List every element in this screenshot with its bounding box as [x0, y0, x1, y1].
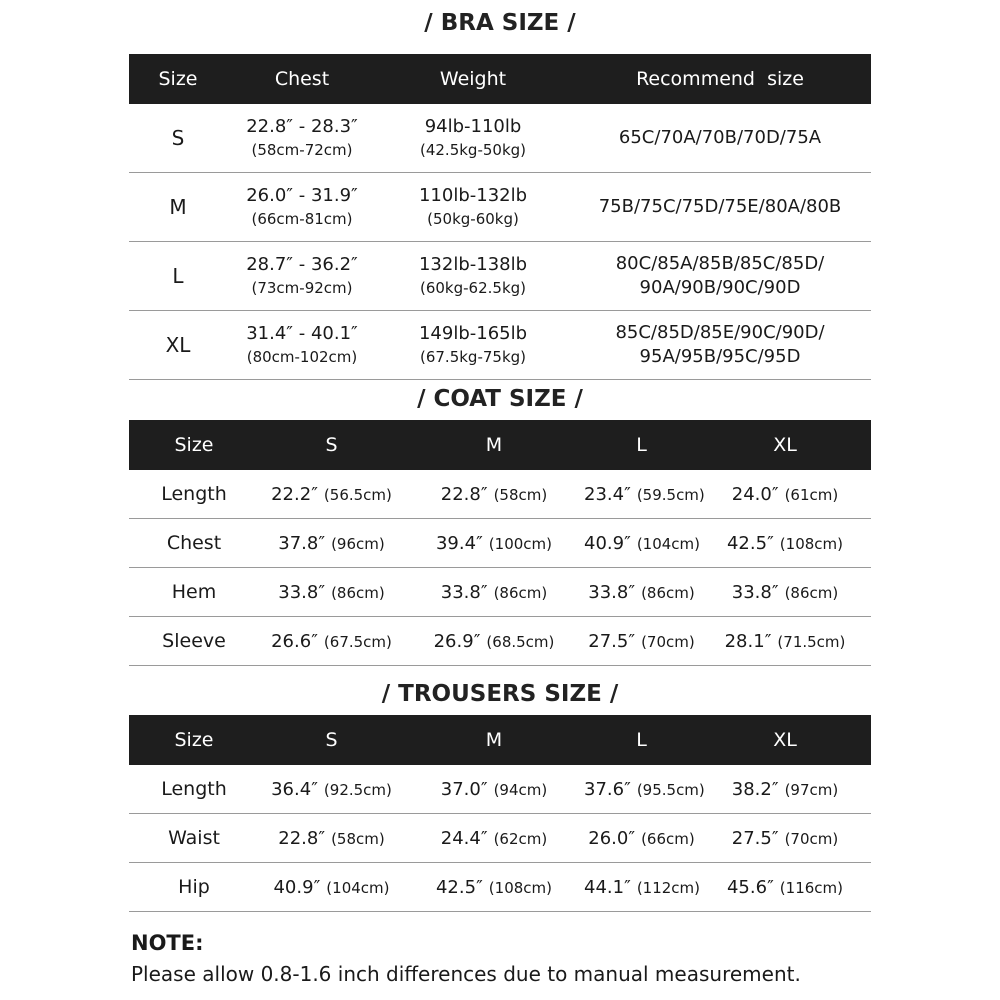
header-s: S [325, 729, 338, 751]
chest-cm: (58cm-72cm) [251, 141, 353, 159]
table-row [129, 311, 871, 380]
row-label: Hip [178, 876, 210, 898]
row-label: Sleeve [162, 630, 226, 652]
measure-cell [259, 484, 404, 505]
measure-cell [699, 779, 871, 800]
measure-inches: 24.0″ [731, 483, 779, 505]
measure-cell [584, 877, 699, 898]
weight-kg: (50kg-60kg) [427, 210, 519, 228]
measure-cm: (71.5cm) [777, 632, 846, 651]
measure-cm: (56.5cm) [323, 485, 392, 504]
measure-cell [404, 779, 584, 800]
row-label: Length [161, 778, 227, 800]
measure-cm: (116cm) [779, 878, 843, 897]
row-label: Waist [168, 827, 220, 849]
measure-inches: 45.6″ [726, 876, 774, 898]
measure-cm: (62cm) [493, 829, 548, 848]
chest-cell [227, 115, 377, 161]
measure-cm: (112cm) [636, 878, 701, 897]
measure-inches: 27.5″ [731, 827, 779, 849]
measure-cm: (58cm) [331, 829, 385, 848]
measure-inches: 22.8″ [278, 827, 326, 849]
size-label: M [169, 195, 187, 219]
note-text: Please allow 0.8-1.6 inch differences due to manual measurement. [131, 962, 801, 986]
chest-cm: (80cm-102cm) [246, 348, 358, 366]
header-xl: XL [773, 434, 797, 456]
measure-inches: 40.9″ [273, 876, 321, 898]
measure-cell [699, 533, 871, 554]
measure-inches: 26.9″ [433, 630, 481, 652]
weight-cell [377, 253, 569, 299]
weight-lb: 94lb-110lb [424, 116, 522, 137]
measure-inches: 40.9″ [584, 532, 631, 554]
measure-cell [584, 582, 699, 603]
header-size: Size [174, 729, 214, 751]
measure-inches: 37.6″ [584, 778, 631, 800]
measure-cell [584, 533, 699, 554]
measure-cell [699, 631, 871, 652]
row-label: Chest [166, 532, 222, 554]
chest-cell [227, 184, 377, 230]
table-row [129, 470, 871, 519]
measure-cell [699, 828, 871, 849]
chest-cell [227, 253, 377, 299]
size-label: XL [165, 333, 191, 357]
coat-table-header [129, 420, 871, 470]
table-row [129, 173, 871, 242]
measure-inches: 38.2″ [731, 778, 779, 800]
bra-size-table [129, 54, 871, 380]
measure-inches: 33.8″ [440, 581, 488, 603]
weight-lb: 110lb-132lb [418, 185, 528, 206]
measure-cm: (86cm) [331, 583, 385, 602]
header-chest: Chest [274, 68, 330, 90]
chest-cell [227, 322, 377, 368]
measure-cm: (66cm) [641, 829, 695, 848]
recommend-line-1: 75B/75C/75D/75E/80A/80B [598, 196, 842, 217]
chest-cm: (73cm-92cm) [251, 279, 353, 297]
note-title: NOTE: [131, 931, 204, 955]
measure-inches: 37.8″ [278, 532, 326, 554]
recommend-cell [569, 321, 871, 369]
measure-cell [259, 582, 404, 603]
measure-cell [584, 778, 705, 800]
chest-inches: 26.0″ - 31.9″ [246, 185, 358, 206]
weight-cell [377, 115, 569, 161]
recommend-cell [569, 252, 871, 300]
measure-cm: (95.5cm) [636, 780, 705, 799]
measure-inches: 22.8″ [440, 483, 488, 505]
size-label: L [172, 264, 184, 288]
header-s: S [325, 434, 338, 456]
recommend-cell [569, 126, 871, 150]
table-row [129, 104, 871, 173]
weight-kg: (67.5kg-75kg) [419, 348, 527, 366]
measure-inches: 39.4″ [435, 532, 483, 554]
recommend-line-2: 90A/90B/90C/90D [639, 277, 801, 298]
table-row [129, 814, 871, 863]
measure-inches: 26.0″ [588, 827, 636, 849]
size-label: S [171, 126, 185, 150]
header-size: Size [158, 68, 198, 90]
header-recommend-size: Recommend size [636, 68, 804, 90]
measure-cell [259, 631, 404, 652]
weight-cell [377, 184, 569, 230]
measure-cm: (94cm) [493, 780, 548, 799]
bra-table-header [129, 54, 871, 104]
row-label: Length [161, 483, 227, 505]
table-row [129, 617, 871, 666]
measure-inches: 37.0″ [440, 778, 488, 800]
measure-cm: (86cm) [493, 583, 548, 602]
header-weight: Weight [439, 68, 507, 90]
coat-section-title: / COAT SIZE / [417, 386, 583, 412]
measure-cell [404, 582, 584, 603]
chest-cm: (66cm-81cm) [251, 210, 353, 228]
measure-cell [699, 877, 871, 898]
row-label: Hem [171, 581, 217, 603]
measure-inches: 44.1″ [584, 876, 631, 898]
table-row [129, 242, 871, 311]
measure-inches: 42.5″ [435, 876, 483, 898]
measure-cm: (86cm) [641, 583, 695, 602]
measure-cm: (58cm) [493, 485, 548, 504]
measure-cell [404, 877, 584, 898]
table-row [129, 765, 871, 814]
measure-cell [584, 828, 699, 849]
measure-cm: (86cm) [784, 583, 839, 602]
recommend-line-1: 80C/85A/85B/85C/85D/ [615, 253, 825, 274]
measure-inches: 23.4″ [584, 483, 631, 505]
header-l: L [636, 434, 647, 456]
header-m: M [485, 729, 503, 751]
measure-inches: 33.8″ [588, 581, 636, 603]
measure-cell [699, 484, 871, 505]
measure-inches: 22.2″ [271, 483, 318, 505]
weight-kg: (60kg-62.5kg) [419, 279, 527, 297]
measure-cell [699, 582, 871, 603]
measure-cell [259, 828, 404, 849]
trousers-section-title: / TROUSERS SIZE / [381, 681, 619, 707]
measure-cell [584, 483, 705, 505]
measure-cm: (67.5cm) [323, 632, 392, 651]
chest-inches: 22.8″ - 28.3″ [246, 116, 358, 137]
measure-inches: 36.4″ [271, 778, 318, 800]
trousers-table-header [129, 715, 871, 765]
measure-cm: (100cm) [488, 534, 552, 553]
measure-cell [259, 779, 404, 800]
measure-cell [584, 631, 699, 652]
measure-cell [404, 631, 584, 652]
measure-inches: 27.5″ [588, 630, 636, 652]
header-size: Size [174, 434, 214, 456]
recommend-line-1: 85C/85D/85E/90C/90D/ [615, 322, 825, 343]
weight-lb: 149lb-165lb [418, 323, 528, 344]
recommend-cell [569, 195, 871, 219]
measure-inches: 33.8″ [731, 581, 779, 603]
chest-inches: 31.4″ - 40.1″ [246, 323, 358, 344]
header-l: L [636, 729, 647, 751]
recommend-line-2: 95A/95B/95C/95D [639, 346, 801, 367]
measure-cm: (59.5cm) [636, 485, 705, 504]
measure-cell [259, 533, 404, 554]
weight-lb: 132lb-138lb [418, 254, 528, 275]
chest-inches: 28.7″ - 36.2″ [246, 254, 358, 275]
measure-cm: (70cm) [784, 829, 839, 848]
weight-kg: (42.5kg-50kg) [419, 141, 527, 159]
measure-cell [404, 533, 584, 554]
coat-size-table [129, 420, 871, 666]
header-m: M [485, 434, 503, 456]
bra-section-title: / BRA SIZE / [424, 10, 576, 36]
measure-cm: (70cm) [641, 632, 695, 651]
measure-cell [404, 828, 584, 849]
measure-cm: (61cm) [784, 485, 839, 504]
measure-cm: (104cm) [636, 534, 701, 553]
measure-inches: 24.4″ [440, 827, 488, 849]
table-row [129, 568, 871, 617]
measure-cell [404, 484, 584, 505]
measure-cm: (108cm) [488, 878, 552, 897]
measure-cm: (108cm) [779, 534, 843, 553]
weight-cell [377, 322, 569, 368]
measure-cell [259, 877, 404, 898]
measure-cm: (68.5cm) [486, 632, 555, 651]
measure-cm: (92.5cm) [323, 780, 392, 799]
header-xl: XL [773, 729, 797, 751]
trousers-size-table [129, 715, 871, 912]
table-row [129, 863, 871, 912]
measure-cm: (104cm) [326, 878, 390, 897]
measure-cm: (96cm) [331, 534, 385, 553]
measure-inches: 28.1″ [724, 630, 772, 652]
measure-cm: (97cm) [784, 780, 839, 799]
measure-inches: 26.6″ [271, 630, 318, 652]
table-row [129, 519, 871, 568]
measure-inches: 33.8″ [278, 581, 326, 603]
measure-inches: 42.5″ [726, 532, 774, 554]
recommend-line-1: 65C/70A/70B/70D/75A [618, 127, 822, 148]
